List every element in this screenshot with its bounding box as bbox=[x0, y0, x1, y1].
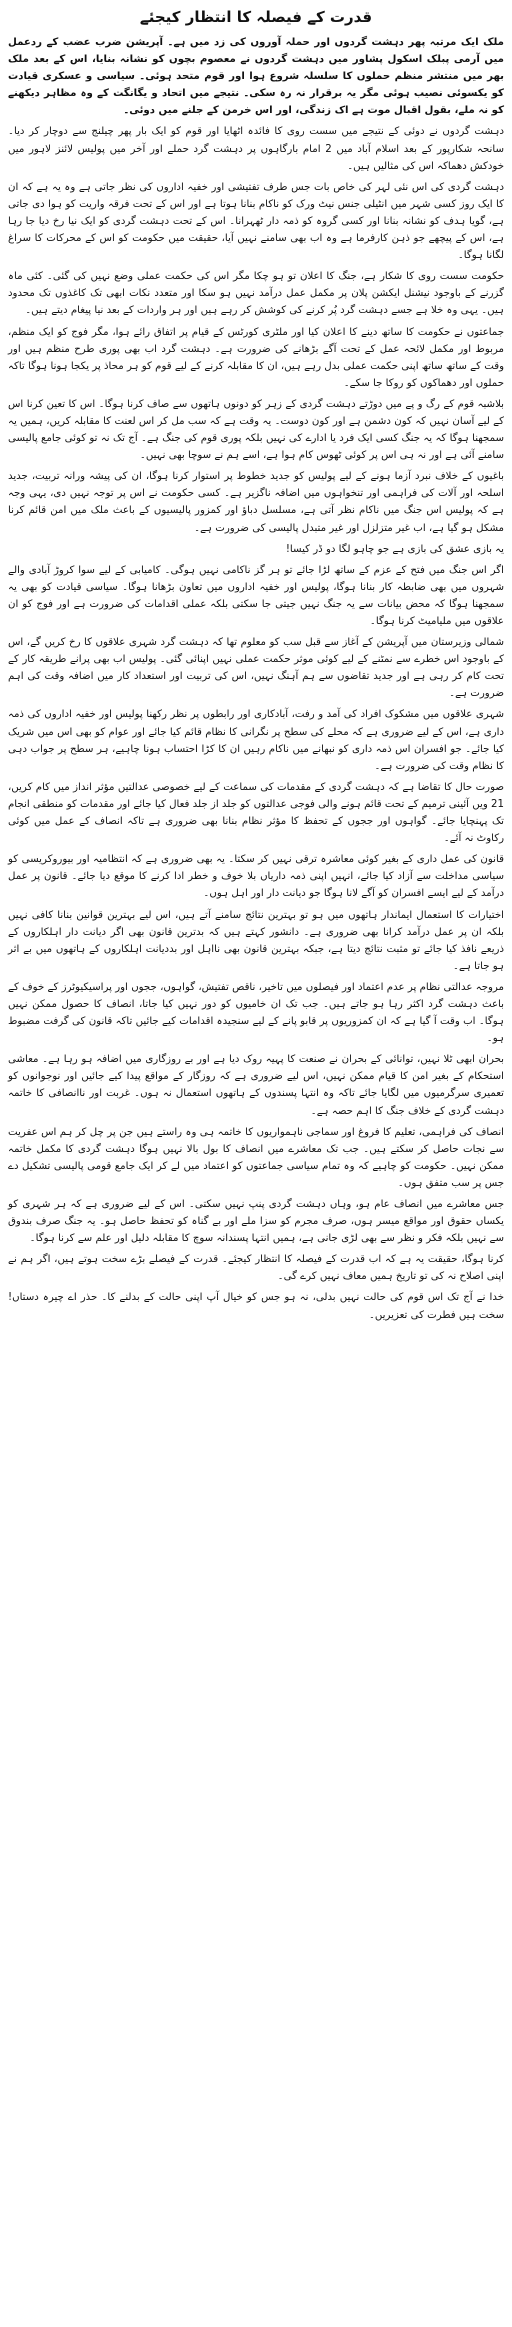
article-paragraph: کرنا ہوگا، حقیقت یہ ہے کہ اب قدرت کے فیصلہ کا انتظار کیجئے۔ قدرت کے فیصلے بڑے سخت ہوتے ہیں، اگر ہم نے اپنی اصلاح نہ کی تو تاریخ ہمیں معاف نہیں کرے گی۔ bbox=[8, 1254, 504, 1283]
article-paragraph: ملک ایک مرتبہ پھر دہشت گردوں اور حملہ آوروں کی زد میں ہے۔ آپریشن ضرب عضب کے ردعمل میں آرمی پبلک اسکول پشاور میں دہشت گردوں نے معصوم بچوں کو نشانہ بنایا، اس کے بعد ملک بھر میں منتشر منظم حملوں کا سلسلہ شروع ہوا اور قوم متحد ہوئی۔ سیاسی و عسکری قیادت کو یکسوئی نصیب ہوئی مگر یہ برقرار نہ رہ سکی۔ نتیجے میں اتحاد و یگانگت کے وہ مظاہر دیکھنے کو نہ ملے، بقول اقبال موت ہے اک زندگی، اور اس خرمن کے جلنے میں دوئی۔ bbox=[8, 37, 504, 117]
article-paragraph: جس معاشرے میں انصاف عام ہو، وہاں دہشت گردی پنپ نہیں سکتی۔ اس کے لیے ضروری ہے کہ ہر شہری کو یکساں حقوق اور مواقع میسر ہوں، صرف مجرم کو سزا ملے اور بے گناہ کو تحفظ حاصل ہو۔ یہ جنگ صرف بندوق سے نہیں بلکہ فکر و نظر سے بھی لڑی جانی ہے، ہمیں انتہا پسندانہ سوچ کا مقابلہ دلیل اور علم سے کرنا ہوگا۔ bbox=[8, 1199, 504, 1245]
article-paragraph: خدا نے آج تک اس قوم کی حالت نہیں بدلی، نہ ہو جس کو خیال آپ اپنی حالت کے بدلنے کا۔ حذر اے چیرہ دستاں! سخت ہیں فطرت کی تعزیریں۔ bbox=[8, 1292, 504, 1321]
article-paragraph: بحران ابھی ٹلا نہیں، توانائی کے بحران نے صنعت کا پہیہ روک دیا ہے اور بے روزگاری میں اضافہ ہو رہا ہے۔ معاشی استحکام کے بغیر امن کا قیام ممکن نہیں، اس لیے ضروری ہے کہ روزگار کے مواقع پیدا کیے جائیں اور نوجوانوں کو تعمیری سرگرمیوں میں لگایا جائے تاکہ وہ انتہا پسندوں کے ہاتھوں استعمال نہ ہوں۔ غربت اور ناانصافی کا خاتمہ دہشت گردی کے خلاف جنگ کا اہم حصہ ہے۔ bbox=[8, 1054, 504, 1117]
article-paragraph: شمالی وزیرستان میں آپریشن کے آغاز سے قبل سب کو معلوم تھا کہ دہشت گرد شہری علاقوں کا رخ کریں گے، اس کے باوجود اس خطرے سے نمٹنے کے لیے کوئی موثر حکمت عملی نہیں اپنائی گئی۔ پولیس اب بھی پرانے طریقہ کار کے تحت کام کر رہی ہے اور جدید تقاضوں سے ہم آہنگ نہیں، اس کی تربیت اور استعداد کار میں اضافہ وقت کی اہم ضرورت ہے۔ bbox=[8, 637, 504, 700]
article-paragraph: حکومت سست روی کا شکار ہے، جنگ کا اعلان تو ہو چکا مگر اس کی حکمت عملی وضع نہیں کی گئی۔ کئی ماہ گزرنے کے باوجود نیشنل ایکشن پلان پر مکمل عمل درآمد نہیں ہو سکا اور متعدد نکات ابھی تک کاغذوں تک محدود ہیں۔ یہی وہ خلا ہے جسے دہشت گرد پُر کرنے کی کوشش کر رہے ہیں اور ہر واردات کے بعد نیا پیغام دیتے ہیں۔ bbox=[8, 271, 504, 317]
article-paragraph: صورت حال کا تقاضا ہے کہ دہشت گردی کے مقدمات کی سماعت کے لیے خصوصی عدالتیں مؤثر انداز میں کام کریں، 21 ویں آئینی ترمیم کے تحت قائم ہونے والی فوجی عدالتوں کو جلد از جلد فعال کیا جائے اور مقدمات کو منطقی انجام تک پہنچایا جائے۔ گواہوں اور ججوں کے تحفظ کا مؤثر نظام بنانا بھی ضروری ہے تاکہ انصاف کے عمل میں کوئی رکاوٹ نہ آئے۔ bbox=[8, 781, 504, 845]
article-paragraph: مروجہ عدالتی نظام پر عدم اعتماد اور فیصلوں میں تاخیر، ناقص تفتیش، گواہوں، ججوں اور پراسیکیوٹرز کے خوف کے باعث دہشت گرد اکثر رہا ہو جاتے ہیں۔ جب تک ان خامیوں کو دور نہیں کیا جاتا، انصاف کا حصول ممکن نہیں ہوگا۔ اب وقت آ گیا ہے کہ ان کمزوریوں پر قابو پانے کے لیے سنجیدہ اقدامات کیے جائیں تاکہ قانون کی گرفت مضبوط ہو۔ bbox=[8, 981, 504, 1045]
article-paragraph: انصاف کی فراہمی، تعلیم کا فروغ اور سماجی ناہمواریوں کا خاتمہ ہی وہ راستے ہیں جن پر چل کر ہم اس عفریت سے نجات حاصل کر سکتے ہیں۔ جب تک معاشرے میں انصاف کا بول بالا نہیں ہوگا دہشت گردی کا مکمل خاتمہ ممکن نہیں۔ حکومت کو چاہیے کہ وہ تمام سیاسی جماعتوں کو اعتماد میں لے کر ایک جامع قومی پالیسی تشکیل دے جس پر سب متفق ہوں۔ bbox=[8, 1126, 504, 1189]
article-paragraph: قانون کی عمل داری کے بغیر کوئی معاشرہ ترقی نہیں کر سکتا۔ یہ بھی ضروری ہے کہ انتظامیہ اور بیوروکریسی کو سیاسی مداخلت سے آزاد کیا جائے، انہیں اپنی ذمہ داریاں بلا خوف و خطر ادا کرنے کا موقع دیا جائے۔ قانون پر عمل درآمد کے لیے ایسے افسران کو آگے لانا ہوگا جو دیانت دار اور اہل ہوں۔ bbox=[8, 854, 504, 900]
article-paragraph: اگر اس جنگ میں فتح کے عزم کے ساتھ لڑا جائے تو ہر گز ناکامی نہیں ہوگی۔ کامیابی کے لیے سوا کروڑ آبادی والے شہروں میں بھی ضابطہ کار بنانا ہوگا، پولیس اور خفیہ اداروں میں تعاون بڑھانا ہوگا۔ سیاسی قیادت کو بھی یہ سمجھنا ہوگا کہ محض بیانات سے یہ جنگ نہیں جیتی جا سکتی بلکہ عملی اقدامات کی ضرورت ہے اور فوج کو ان علاقوں میں ملیامیٹ کرنا ہوگا۔ bbox=[8, 564, 504, 627]
article-paragraph: اختیارات کا استعمال ایماندار ہاتھوں میں ہو تو بہترین نتائج سامنے آتے ہیں، اس لیے بہترین قوانین بنانا کافی نہیں بلکہ ان پر عمل درآمد کرانا بھی ضروری ہے۔ دانشور کہتے ہیں کہ بدترین قانون بھی اگر دیانت دار اہلکاروں کے ذریعے نافذ کیا جائے تو مثبت نتائج دیتا ہے، جبکہ بہترین قانون بھی نااہل اور بددیانت اہلکاروں کے ہاتھوں میں بے اثر ہو جاتا ہے۔ bbox=[8, 909, 504, 972]
article-paragraph: جماعتوں نے حکومت کا ساتھ دینے کا اعلان کیا اور ملٹری کورٹس کے قیام پر اتفاق رائے ہوا، مگر فوج کو ایک منظم، مربوط اور مکمل لائحہ عمل کے تحت آگے بڑھانے کی ضرورت ہے۔ دہشت گرد اب بھی پوری طرح منظم ہیں اور وقت کے ساتھ ساتھ اپنی حکمت عملی بدل رہے ہیں، ان کا مقابلہ کرنے کے لیے قوم کو ہر محاذ پر یکجا ہونا ہوگا تاکہ حملوں اور دھماکوں کو روکا جا سکے۔ bbox=[8, 326, 504, 389]
article-paragraph: یہ بازی عشق کی بازی ہے جو چاہو لگا دو ڈر کیسا! bbox=[285, 543, 504, 555]
article-paragraph: شہری علاقوں میں مشکوک افراد کی آمد و رفت، آبادکاری اور رابطوں پر نظر رکھنا پولیس اور خفیہ اداروں کی ذمہ داری ہے، اس کے لیے ضروری ہے کہ محلے کی سطح پر نگرانی کا نظام قائم کیا جائے اور عوام کو بھی اس میں شریک کیا جائے۔ جو افسران اس ذمہ داری کو نبھانے میں ناکام رہیں ان کا کڑا احتساب ہونا چاہیے، ہر سطح پر جواب دہی کا نظام وقت کی ضرورت ہے۔ bbox=[8, 709, 504, 772]
article-title: قدرت کے فیصلہ کا انتظار کیجئے bbox=[139, 8, 373, 26]
article-paragraph: دہشت گردوں نے دوئی کے نتیجے میں سست روی کا فائدہ اٹھایا اور قوم کو ایک بار پھر چیلنج سے دوچار کر دیا۔ سانحہ شکارپور کے بعد اسلام آباد میں 2 امام بارگاہوں پر دہشت گرد حملے اور آخر میں پولیس لائنز لاہور میں خودکش دھماکہ اس کی مثالیں ہیں۔ bbox=[8, 126, 504, 172]
article-paragraph: بلاشبہ قوم کے رگ و پے میں دوڑتے دہشت گردی کے زہر کو دونوں ہاتھوں سے صاف کرنا ہوگا۔ اس کا تعین کرنا اس کے لیے آسان نہیں کہ کون دشمن ہے اور کون دوست۔ یہ وقت ہے کہ سب مل کر اس لعنت کا مقابلہ کریں، ہمیں یہ سمجھنا ہوگا کہ یہ جنگ کسی ایک فرد یا ادارے کی نہیں بلکہ پوری قوم کی جنگ ہے۔ آج تک نہ تو کوئی جامع پالیسی سامنے آئی ہے اور نہ ہی اس پر کوئی ٹھوس کام ہوا ہے، اسے ہم نے سوچا بھی نہیں۔ bbox=[8, 398, 504, 462]
article-paragraph: باغیوں کے خلاف نبرد آزما ہونے کے لیے پولیس کو جدید خطوط پر استوار کرنا ہوگا، ان کی پیشہ ورانہ تربیت، جدید اسلحہ اور آلات کی فراہمی اور تنخواہوں میں اضافہ ناگزیر ہے۔ کسی حکومت نے اس پر توجہ نہیں دی، یہی وجہ ہے کہ پولیس اس جنگ میں ناکام نظر آتی ہے، مسلسل دباؤ اور کمزور پالیسیوں کے باعث ملک میں امن قائم کرنا مشکل ہو گیا ہے، اب غیر متزلزل اور غیر متبدل پالیسی کی ضرورت ہے۔ bbox=[8, 471, 504, 534]
article-body bbox=[8, 34, 504, 1324]
article-paragraph: دہشت گردی کی اس نئی لہر کی خاص بات جس طرف تفتیشی اور خفیہ اداروں کی نظر جاتی ہے وہ یہ ہے کہ ان کا ایک روز کسی شہر میں انٹیلی جنس نیٹ ورک کو ناکام بنانا ہوتا ہے اور اس کے تحت فرقہ واریت کو ہوا دی جاتی ہے، گویا ہدف کو نشانہ بنانا اور کسی گروہ کو ذمہ دار ٹھہرانا۔ اس کے تحت دہشت گردی کو ایک نیا رخ دیا جا رہا ہے، اس کے پیچھے جو ذہن کارفرما ہے وہ اب بھی سامنے نہیں آیا، حقیقت میں حکومت کو اس کے محرکات کا سراغ لگانا ہوگا۔ bbox=[8, 181, 504, 262]
